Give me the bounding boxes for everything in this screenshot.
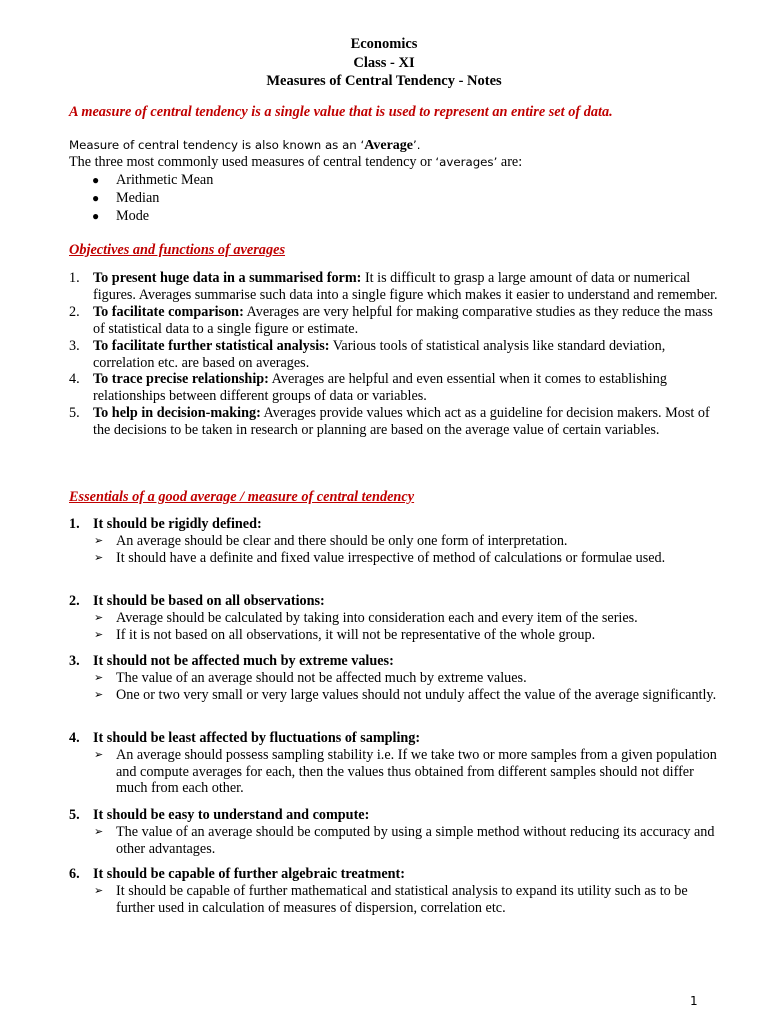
list-item (92, 189, 213, 207)
essential-heading-text: It should not be affected much by extreme values: (93, 653, 394, 669)
page-title: Measures of Central Tendency - Notes (266, 73, 502, 89)
objective-text: Averages are helpful and even essential when it comes to establishing relationships between different groups of data or variables. (93, 371, 667, 405)
list-item (92, 171, 213, 189)
point-text: The value of an average should be computed by using a simple method without reducing its accuracy and other advantages. (116, 823, 715, 857)
essential-heading-text: It should be easy to understand and compute: (93, 807, 370, 823)
average-alias-line (69, 137, 421, 154)
item-number: 6. (69, 866, 80, 882)
item-number: 3. (69, 653, 80, 669)
list-item-label: Median (116, 190, 160, 206)
essential-point (69, 824, 719, 858)
essential-heading (69, 653, 719, 670)
point-text: It should have a definite and fixed value irrespective of method of calculations or formulae used. (116, 549, 666, 566)
bullet-icon: ● (92, 173, 100, 187)
point-text: The value of an average should not be affected much by extreme values. (116, 669, 527, 686)
alias-prefix: Measure of central tendency is also known as an ‘ (69, 138, 365, 152)
essential-point (69, 627, 719, 644)
arrow-bullet-icon: ➢ (94, 628, 104, 641)
three-suffix: are: (497, 154, 523, 170)
objectives-section-title: Objectives and functions of averages (69, 242, 286, 258)
objective-heading: To facilitate further statistical analysis: (93, 337, 330, 354)
essential-heading-text: It should be rigidly defined: (93, 516, 262, 532)
essential-point (69, 687, 719, 704)
objective-item (69, 405, 719, 439)
objectives-list (69, 270, 719, 439)
essential-point (69, 747, 719, 797)
document-header (0, 35, 768, 91)
essential-item (69, 807, 719, 857)
objective-heading: To facilitate comparison: (93, 303, 244, 320)
three-prefix: The three most commonly used measures of central tendency or (69, 154, 436, 170)
essential-heading (69, 516, 719, 533)
definition-text: A measure of central tendency is a single value that is used to represent an entire set of data. (69, 104, 613, 120)
subject-title: Economics (350, 36, 418, 52)
objective-text: It is difficult to grasp a large amount of data or numerical figures. Averages summarise such data into a single figure which makes it easier to understand and remember. (93, 270, 718, 303)
point-text: An average should possess sampling stability i.e. If we take two or more samples from a given population and compute averages for each, then the values thus obtained from different samples should not differ much from each other. (116, 746, 717, 797)
arrow-bullet-icon: ➢ (94, 534, 104, 547)
objective-text: Averages provide values which act as a guideline for decision makers. Most of the decisions to be taken in research or planning are based on the average value of certain variables. (93, 405, 710, 439)
measures-list (92, 171, 213, 225)
alias-word: Average (364, 138, 414, 153)
essential-point (69, 883, 719, 917)
objective-heading: To trace precise relationship: (93, 371, 269, 388)
objective-heading: To help in decision-making: (93, 405, 261, 422)
page-number: 1 (690, 994, 698, 1008)
arrow-bullet-icon: ➢ (94, 688, 104, 701)
essential-heading-text: It should be least affected by fluctuations of sampling: (93, 730, 421, 746)
bullet-icon: ● (92, 191, 100, 205)
objective-heading: To present huge data in a summarised form: (93, 270, 362, 286)
item-number: 3. (69, 337, 80, 354)
arrow-bullet-icon: ➢ (94, 825, 104, 838)
objective-item (69, 338, 719, 372)
objective-item (69, 304, 719, 338)
three-quoted: ‘averages’ (435, 155, 498, 169)
essential-item (69, 593, 719, 643)
essential-heading-text: It should be based on all observations: (93, 593, 325, 609)
objective-text: Averages are very helpful for making comparative studies as they reduce the mass of statistical data to a single figure or estimate. (93, 303, 713, 337)
point-text: Average should be calculated by taking into consideration each and every item of the series. (116, 609, 638, 626)
arrow-bullet-icon: ➢ (94, 551, 104, 564)
essential-item (69, 516, 719, 566)
alias-suffix: ’. (413, 138, 421, 152)
objective-item (69, 270, 719, 304)
essential-item (69, 866, 719, 916)
item-number: 1. (69, 270, 80, 286)
essential-heading-text: It should be capable of further algebraic treatment: (93, 866, 405, 882)
essential-item (69, 653, 719, 703)
bullet-icon: ● (92, 209, 100, 223)
essential-heading (69, 807, 719, 824)
essential-heading (69, 593, 719, 610)
list-item-label: Mode (116, 208, 150, 224)
list-item-label: Arithmetic Mean (116, 172, 214, 188)
arrow-bullet-icon: ➢ (94, 748, 104, 761)
item-number: 5. (69, 807, 80, 823)
essential-point (69, 670, 719, 687)
arrow-bullet-icon: ➢ (94, 611, 104, 624)
item-number: 4. (69, 371, 80, 388)
essential-item (69, 730, 719, 797)
three-measures-line (69, 154, 522, 171)
item-number: 5. (69, 405, 80, 422)
class-title: Class - XI (353, 54, 415, 71)
essential-point (69, 550, 719, 567)
essential-heading (69, 730, 719, 747)
point-text: It should be capable of further mathematical and statistical analysis to expand its utility such as to be further used in calculation of measures of dispersion, correlation etc. (116, 882, 688, 916)
item-number: 1. (69, 516, 80, 532)
item-number: 2. (69, 593, 80, 609)
item-number: 4. (69, 730, 80, 746)
essential-heading (69, 866, 719, 883)
objective-item (69, 371, 719, 405)
essential-point (69, 610, 719, 627)
point-text: One or two very small or very large values should not unduly affect the value of the average significantly. (116, 686, 717, 703)
list-item (92, 207, 213, 225)
arrow-bullet-icon: ➢ (94, 884, 104, 897)
objective-text: Various tools of statistical analysis like standard deviation, correlation etc. are based on averages. (93, 337, 666, 371)
essential-point (69, 533, 719, 550)
essentials-section-title: Essentials of a good average / measure of central tendency (69, 489, 415, 505)
point-text: If it is not based on all observations, it will not be representative of the whole group. (116, 626, 596, 643)
point-text: An average should be clear and there should be only one form of interpretation. (116, 532, 568, 549)
item-number: 2. (69, 303, 80, 320)
arrow-bullet-icon: ➢ (94, 671, 104, 684)
